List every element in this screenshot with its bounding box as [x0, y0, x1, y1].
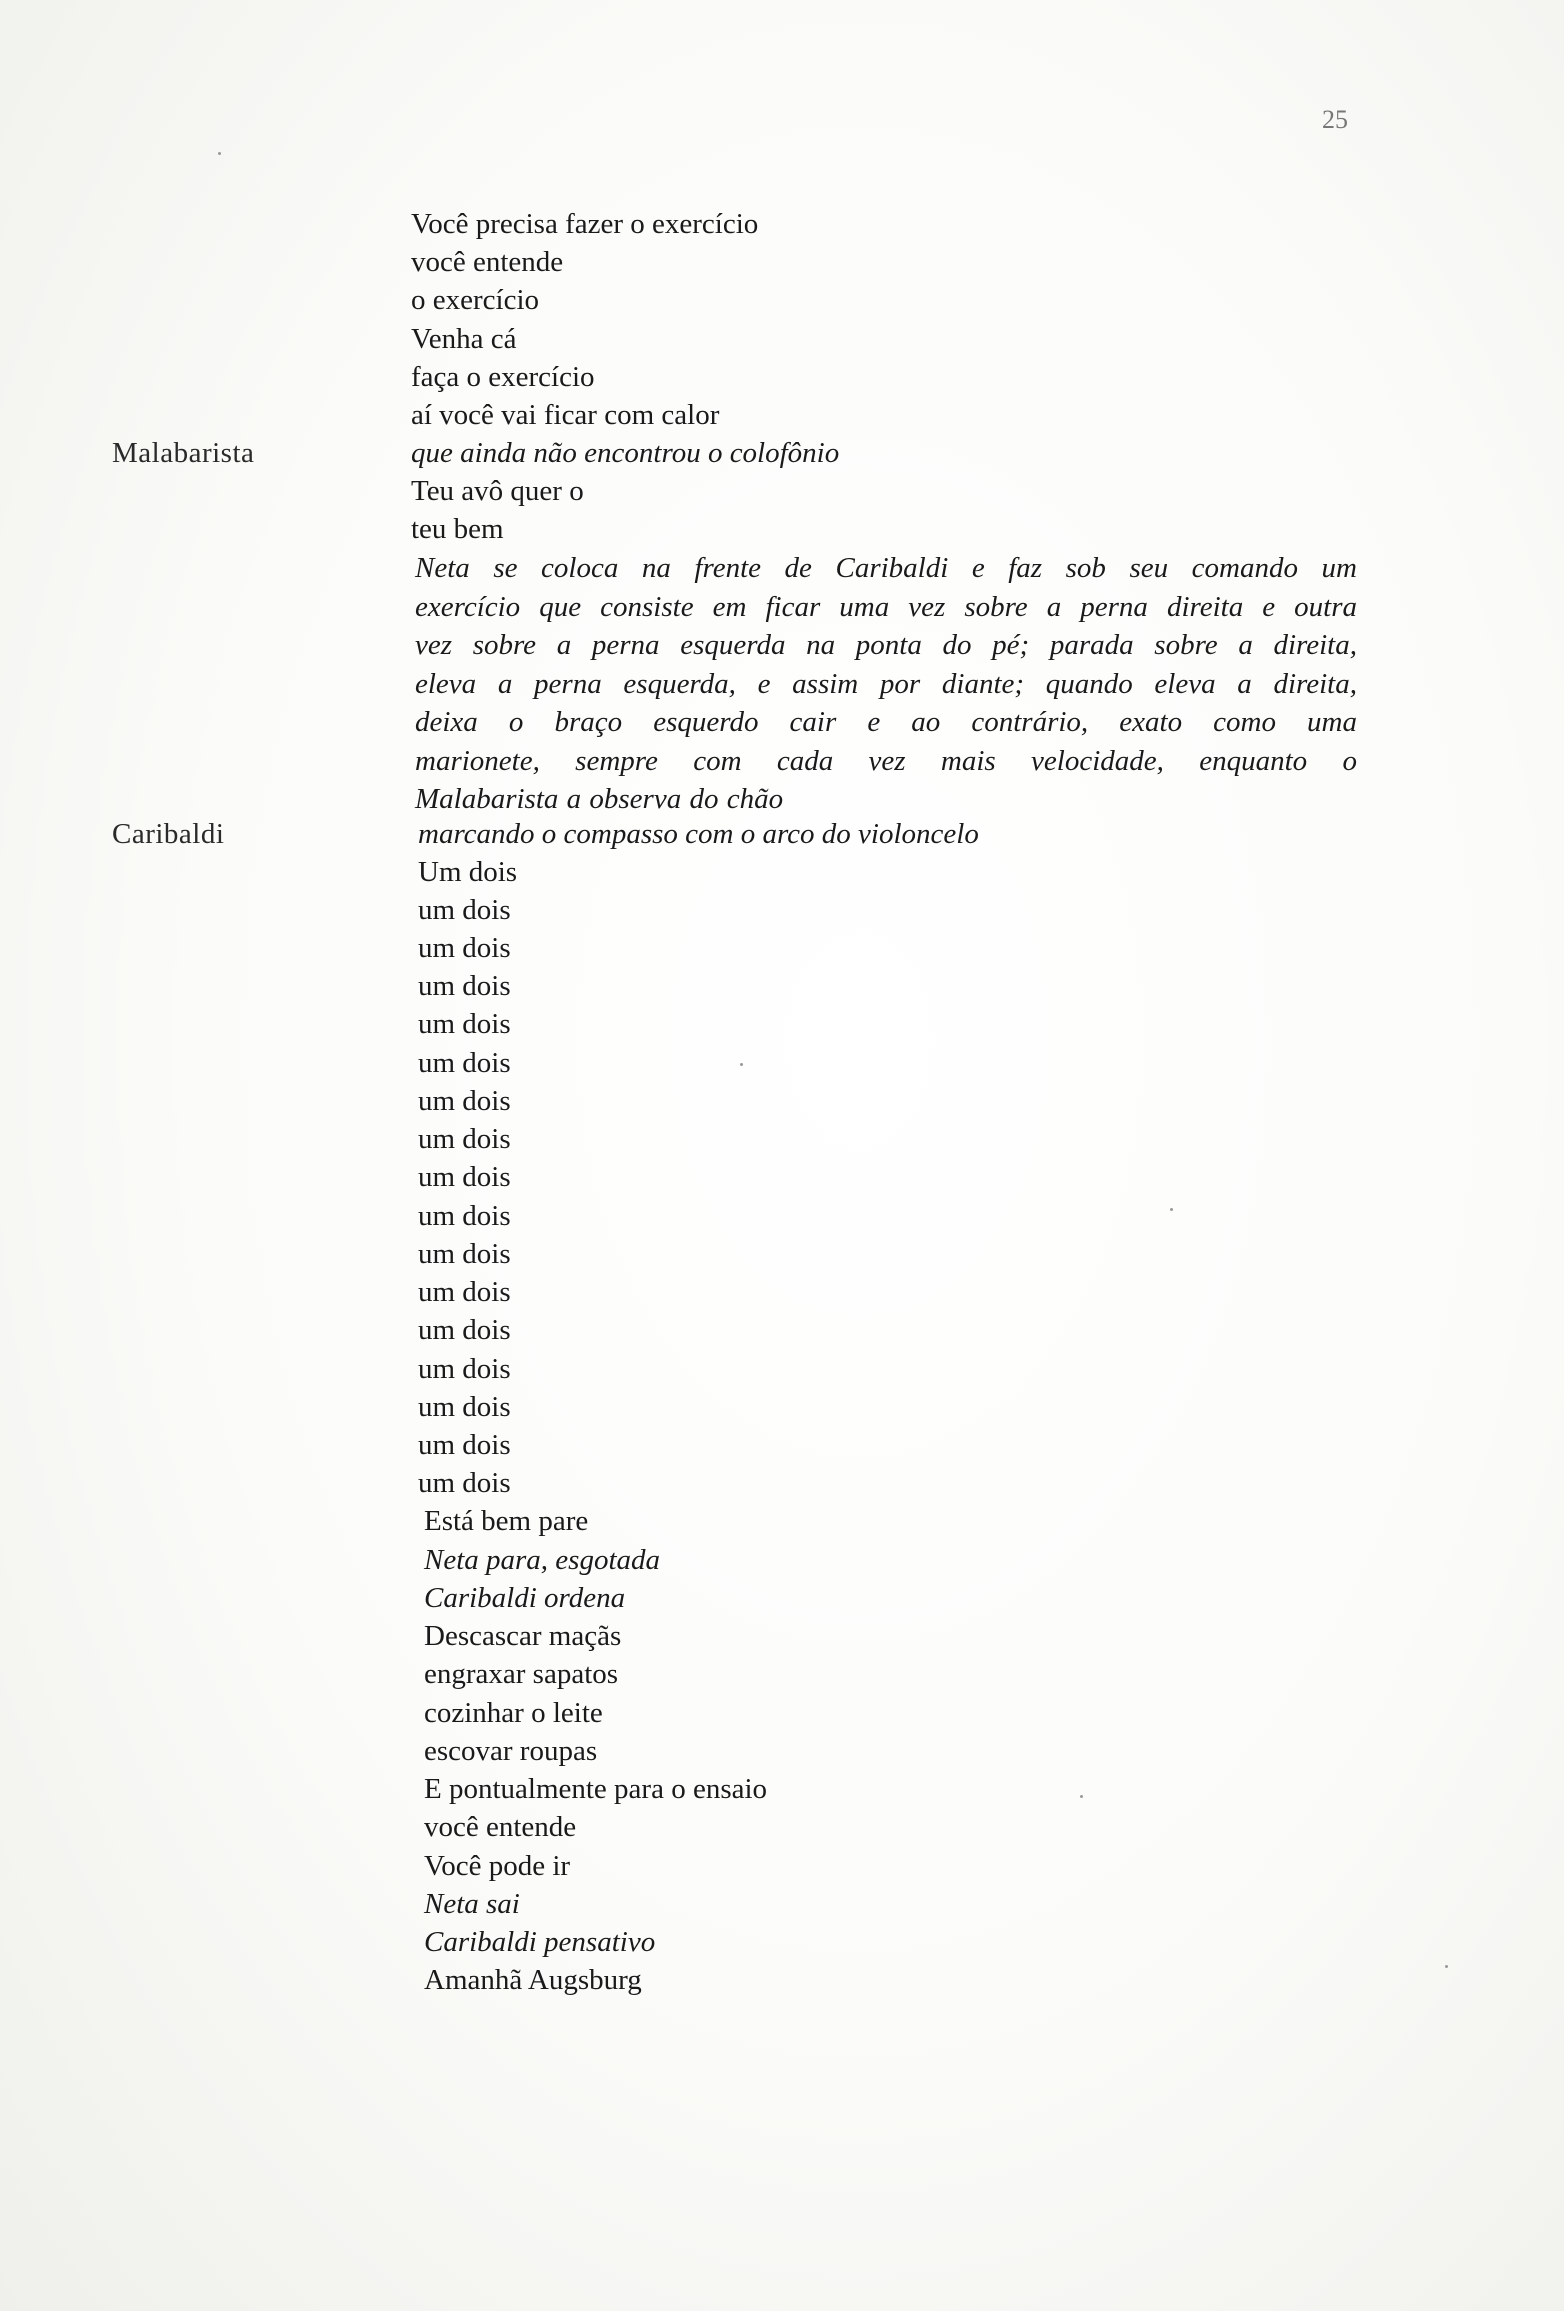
dialogue-line-italic: que ainda não encontrou o colofônio	[411, 437, 840, 469]
dialogue-line: você entende	[424, 1811, 577, 1843]
count-line: um dois	[418, 1314, 511, 1346]
dialogue-line: cozinhar o leite	[424, 1697, 603, 1729]
stage-direction-line: Malabarista a observa do chão	[415, 783, 784, 815]
dialogue-line: faça o exercício	[411, 361, 595, 393]
count-line: um dois	[418, 932, 511, 964]
dialogue-line-italic: marcando o compasso com o arco do violoncelo	[418, 818, 979, 850]
scan-speck	[1170, 1208, 1173, 1211]
count-line: um dois	[418, 1047, 511, 1079]
dialogue-line: E pontualmente para o ensaio	[424, 1773, 768, 1805]
count-line: um dois	[418, 1161, 511, 1193]
scan-speck	[218, 152, 221, 155]
count-line: um dois	[418, 970, 511, 1002]
stage-direction-line: deixa o braço esquerdo cair e ao contrário, exato como uma	[415, 706, 1357, 738]
count-line: um dois	[418, 1429, 511, 1461]
scan-speck	[1445, 1965, 1448, 1968]
speaker-malabarista: Malabarista	[112, 437, 255, 469]
dialogue-line: escovar roupas	[424, 1735, 598, 1767]
stage-direction	[415, 549, 1357, 819]
dialogue-line: você entende	[411, 246, 564, 278]
stage-direction-line: Caribaldi pensativo	[424, 1926, 656, 1958]
count-line: um dois	[418, 1123, 511, 1155]
count-line: um dois	[418, 1008, 511, 1040]
count-line: um dois	[418, 1200, 511, 1232]
dialogue-line: Teu avô quer o	[411, 475, 584, 507]
dialogue-line: engraxar sapatos	[424, 1658, 619, 1690]
count-line: um dois	[418, 894, 511, 926]
dialogue-line: Você precisa fazer o exercício	[411, 208, 759, 240]
dialogue-line: teu bem	[411, 513, 504, 545]
scan-speck	[740, 1063, 743, 1066]
dialogue-line: o exercício	[411, 284, 540, 316]
dialogue-line: Amanhã Augsburg	[424, 1964, 642, 1996]
stage-direction-line: Neta se coloca na frente de Caribaldi e faz sob seu comando um	[415, 552, 1357, 584]
dialogue-line: Está bem pare	[424, 1505, 589, 1537]
count-line: um dois	[418, 1238, 511, 1270]
dialogue-line: aí você vai ficar com calor	[411, 399, 720, 431]
page-number: 25	[1322, 105, 1348, 134]
count-line: um dois	[418, 1467, 511, 1499]
stage-direction-line: Caribaldi ordena	[424, 1582, 626, 1614]
count-line: um dois	[418, 1276, 511, 1308]
speaker-caribaldi: Caribaldi	[112, 818, 225, 850]
stage-direction-line: marionete, sempre com cada vez mais velocidade, enquanto o	[415, 744, 1357, 777]
dialogue-line: Descascar maçãs	[424, 1620, 622, 1652]
stage-direction-line: Neta sai	[424, 1888, 520, 1920]
scan-speck	[1080, 1795, 1083, 1798]
dialogue-line: Você pode ir	[424, 1850, 571, 1882]
count-line: um dois	[418, 1391, 511, 1423]
stage-direction-line: exercício que consiste em ficar uma vez sobre a perna direita e outra	[415, 590, 1357, 623]
stage-direction-line: Neta para, esgotada	[424, 1544, 661, 1576]
dialogue-line: Venha cá	[411, 323, 517, 355]
count-line: um dois	[418, 1085, 511, 1117]
count-line: Um dois	[418, 856, 518, 888]
count-line: um dois	[418, 1353, 511, 1385]
stage-direction-line: eleva a perna esquerda, e assim por diante; quando eleva a direita,	[415, 667, 1357, 700]
stage-direction-line: vez sobre a perna esquerda na ponta do pé; parada sobre a direita,	[415, 629, 1357, 661]
